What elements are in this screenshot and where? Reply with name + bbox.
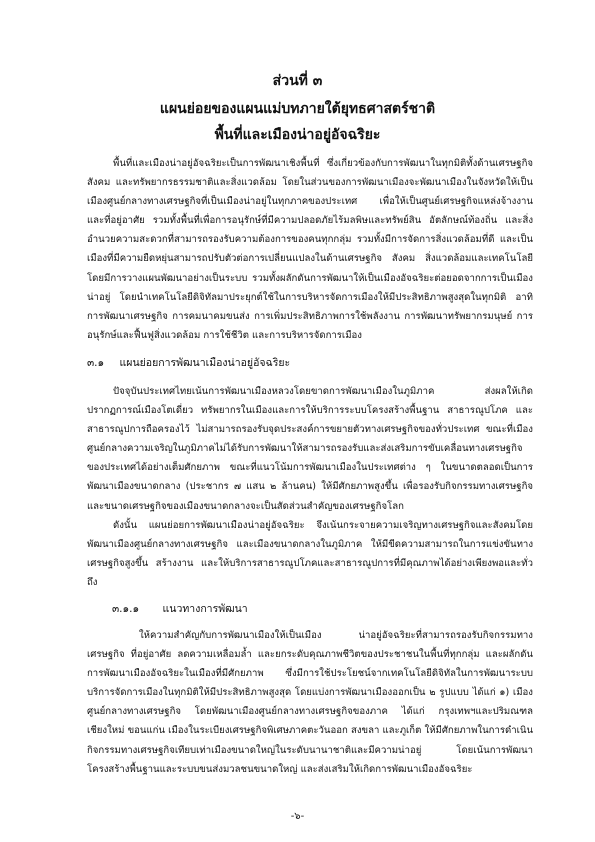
subsection-number: ๓.๑.๑: [112, 603, 140, 615]
plan-title: แผนย่อยของแผนแม่บทภายใต้ยุทธศาสตร์ชาติ: [159, 101, 436, 117]
section-heading: [87, 355, 290, 371]
section-title: แผนย่อยการพัฒนาเมืองน่าอยู่อัจฉริยะ: [119, 357, 291, 369]
section-paragraph-2: ดังนั้น แผนย่อยการพัฒนาเมืองน่าอยู่อัจฉริยะ จึงเน้นกระจายความเจริญทางเศรษฐกิจและสังคมโดยพัฒนาเมืองศูนย์กลางทางเศรษฐกิจ และเมืองขนาดกลางในภูมิภาค ให้มีขีดความสามารถในการแข่งขันทางเศรษฐกิจสูงขึ้น สร้างงาน และให้บริการสาธารณูปโภคและสาธารณูปการที่มีคุณภาพได้อย่างเพียงพอและทั่วถึง: [87, 520, 533, 589]
part-title: ส่วนที่ ๓: [272, 73, 323, 89]
subsection-title: แนวทางการพัฒนา: [162, 603, 248, 615]
section-number: ๓.๑: [87, 357, 105, 369]
intro-paragraph: พื้นที่และเมืองน่าอยู่อัจฉริยะเป็นการพัฒนาเชิงพื้นที่ ซึ่งเกี่ยวข้องกับการพัฒนาในทุกมิติทั้งด้านเศรษฐกิจ สังคม และทรัพยากรธรรมชาติและสิ่งแวดล้อม โดยในส่วนของการพัฒนาเมืองจะพัฒนาเมืองในจังหวัดให้เป็นเมืองศูนย์กลางทางเศรษฐกิจที่เป็นเมืองน่าอยู่ในทุกภาคของประเทศ เพื่อให้เป็นศูนย์เศรษฐกิจแหล่งจ้างงาน และที่อยู่อาศัย รวมทั้งพื้นที่เพื่อการอนุรักษ์ที่มีความปลอดภัยไร้มลพิษและทรัพย์สิน อัตลักษณ์ท้องถิ่น และสิ่งอำนวยความสะดวกที่สามารถรองรับความต้องการของคนทุกกลุ่ม รวมทั้งมีการจัดการสิ่งแวดล้อมที่ดี และเป็นเมืองที่มีความยืดหยุ่นสามารถปรับตัวต่อการเปลี่ยนแปลงในด้านเศรษฐกิจ สังคม สิ่งแวดล้อมและเทคโนโลยี โดยมีการวางแผนพัฒนาอย่างเป็นระบบ รวมทั้งผลักดันการพัฒนาให้เป็นเมืองอัจฉริยะต่อยอดจากการเป็นเมืองน่าอยู่ โดยนำเทคโนโลยีดิจิทัลมาประยุกต์ใช้ในการบริหารจัดการเมืองให้มีประสิทธิภาพสูงสุดในทุกมิติ อาทิ การพัฒนาเศรษฐกิจ การคมนาคมขนส่ง การเพิ่มประสิทธิภาพการใช้พลังงาน การพัฒนาทรัพยากรมนุษย์ การอนุรักษ์และฟื้นฟูสิ่งแวดล้อม การใช้ชีวิต และการบริหารจัดการเมือง: [87, 158, 533, 341]
plan-subtitle: พื้นที่และเมืองน่าอยู่อัจฉริยะ: [214, 127, 381, 143]
page-number: -๖-: [290, 811, 305, 822]
section-paragraph-1: ปัจจุบันประเทศไทยเน้นการพัฒนาเมืองหลวงโดยขาดการพัฒนาเมืองในภูมิภาค ส่งผลให้เกิดปรากฏการณ์เมืองโตเดี่ยว ทรัพยากรในเมืองและการให้บริการระบบโครงสร้างพื้นฐาน สาธารณูปโภค และสาธารณูปการถือครองไว้ ไม่สามารถรองรับจุดประสงค์การขยายตัวทางเศรษฐกิจของทั่วประเทศ ขณะที่เมืองศูนย์กลางความเจริญในภูมิภาคไม่ได้รับการพัฒนาให้สามารถรองรับและส่งเสริมการขับเคลื่อนทางเศรษฐกิจของประเทศได้อย่างเต็มศักยภาพ ขณะที่แนวโน้มการพัฒนาเมืองในประเทศต่าง ๆ ในขนาดตลอดเป็นการพัฒนาเมืองขนาดกลาง (ประชากร ๗ แสน ๒ ล้านคน) ให้มีศักยภาพสูงขึ้น เพื่อรองรับกิจกรรมทางเศรษฐกิจ และขนาดเศรษฐกิจของเมืองขนาดกลางจะเป็นสัดส่วนสำคัญของเศรษฐกิจโลก: [87, 386, 533, 512]
subsection-paragraph: ให้ความสำคัญกับการพัฒนาเมืองให้เป็นเมือง น่าอยู่อัจฉริยะที่สามารถรองรับกิจกรรมทางเศรษฐกิจ ที่อยู่อาศัย ลดความเหลื่อมล้ำ และยกระดับคุณภาพชีวิตของประชาชนในพื้นที่ทุกกลุ่ม และผลักดันการพัฒนาเมืองอัจฉริยะในเมืองที่มีศักยภาพ ซึ่งมีการใช้ประโยชน์จากเทคโนโลยีดิจิทัลในการพัฒนาระบบบริการจัดการเมืองในทุกมิติให้มีประสิทธิภาพสูงสุด โดยแบ่งการพัฒนาเมืองออกเป็น ๒ รูปแบบ ได้แก่ ๑) เมืองศูนย์กลางทางเศรษฐกิจ โดยพัฒนาเมืองศูนย์กลางทางเศรษฐกิจของภาค ได้แก่ กรุงเทพฯและปริมณฑล เชียงใหม่ ขอนแก่น เมืองในระเบียงเศรษฐกิจพิเศษภาคตะวันออก สงขลา และภูเก็ต ให้มีศักยภาพในการดำเนินกิจกรรมทางเศรษฐกิจเทียบเท่าเมืองขนาดใหญ่ในระดับนานาชาติและมีความน่าอยู่ โดยเน้นการพัฒนาโครงสร้างพื้นฐานและระบบขนส่งมวลชนขนาดใหญ่ และส่งเสริมให้เกิดการพัฒนาเมืองอัจฉริยะ: [87, 630, 533, 775]
subsection-heading: [112, 601, 248, 617]
